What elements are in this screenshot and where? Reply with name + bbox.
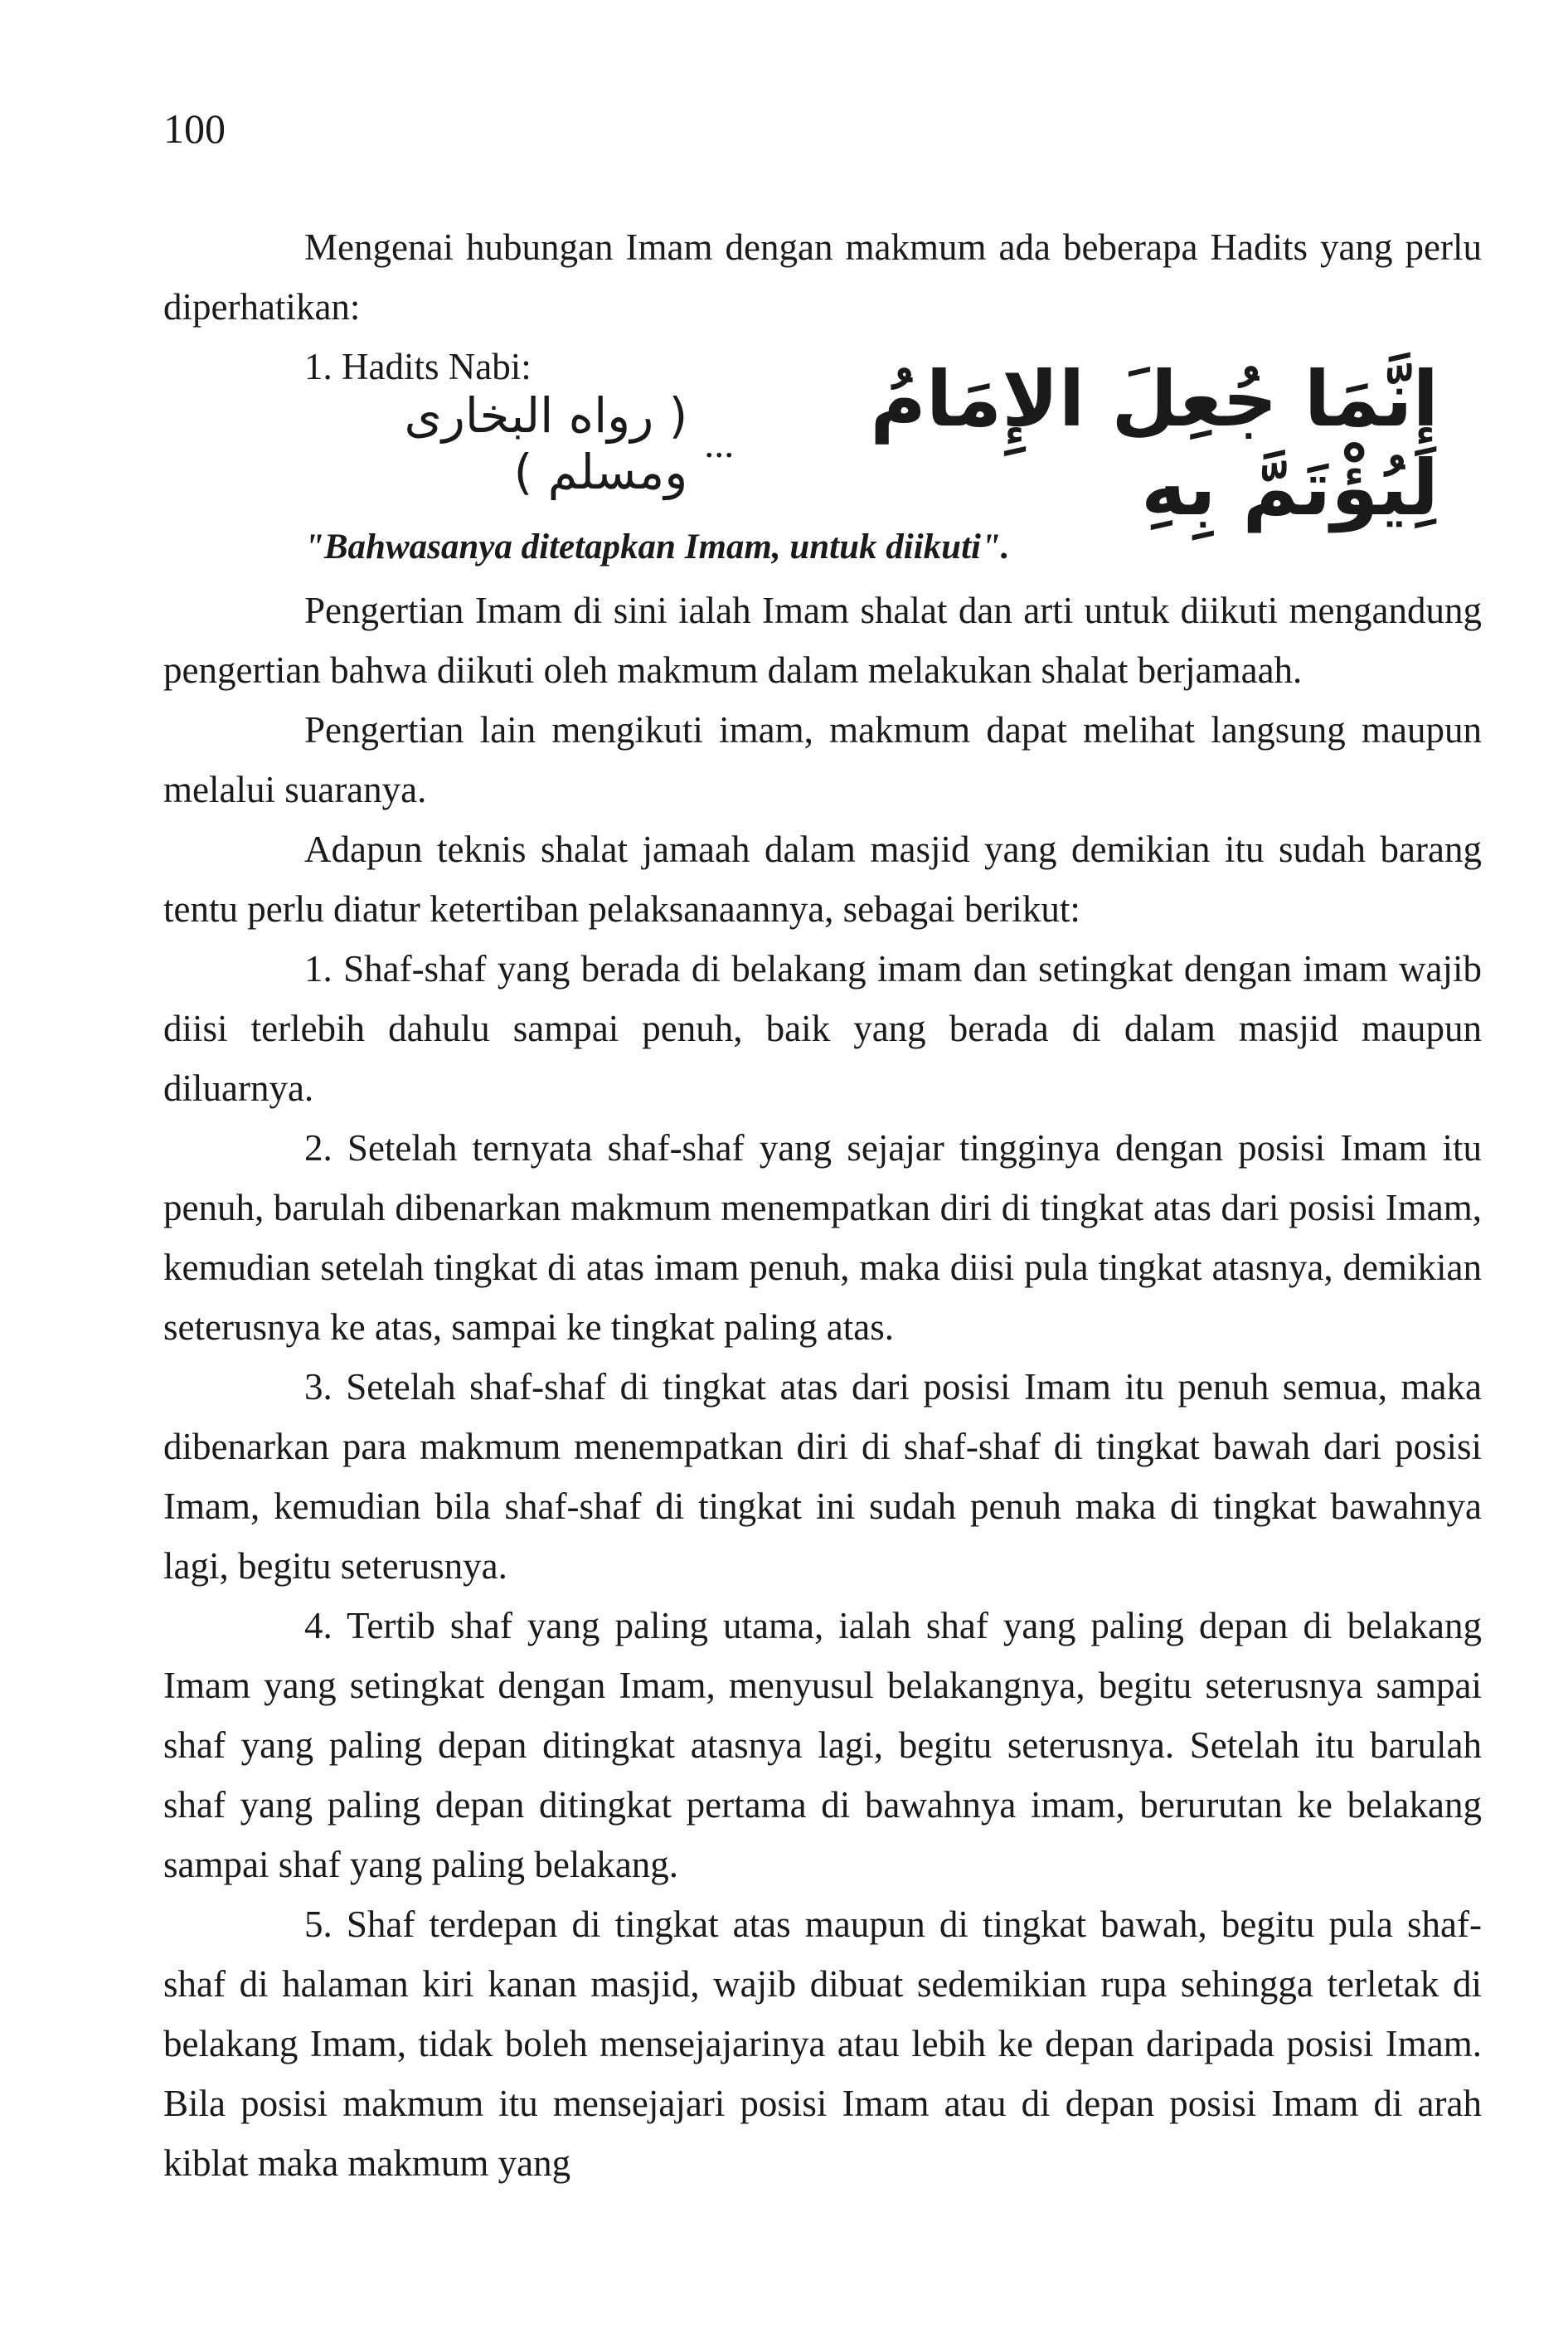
paragraph-other-meaning: Pengertian lain mengikuti imam, makmum dapat melihat langsung maupun melalui suaranya. — [163, 709, 1482, 810]
intro-paragraph: Mengenai hubungan Imam dengan makmum ada beberapa Hadits yang perlu diperhatikan: — [163, 226, 1482, 328]
hadith-item-label: 1. Hadits Nabi: — [304, 346, 532, 387]
page-number: 100 — [163, 105, 226, 152]
hadith-arabic-text: إِنَّمَا جُعِلَ الإِمَامُ لِيُؤْتَمَّ بِهِ — [870, 355, 1439, 532]
rule-item-1: 1. Shaf-shaf yang berada di belakang imam dan setingkat dengan imam wajib diisi terlebih dahulu sampai penuh, baik yang berada di dalam masjid maupun diluarnya. — [163, 948, 1482, 1109]
rule-item-3: 3. Setelah shaf-shaf di tingkat atas dari posisi Imam itu penuh semua, maka dibenarkan para makmum menempatkan diri di shaf-shaf di tingkat bawah dari posisi Imam, kemudian bila shaf-shaf di tingkat ini sudah penuh maka di tingkat bawahnya lagi, begitu seterusnya. — [163, 1366, 1482, 1587]
rule-item-5: 5. Shaf terdepan di tingkat atas maupun di tingkat bawah, begitu pula shaf-shaf di halaman kiri kanan masjid, wajib dibuat sedemikian rupa sehingga terletak di belakang Imam, tidak boleh mensejajarinya atau lebih ke depan daripada posisi Imam. Bila posisi makmum itu mensejajari posisi Imam atau di depan posisi Imam di arah kiblat maka makmum yang — [163, 1904, 1482, 2184]
rule-item-2: 2. Setelah ternyata shaf-shaf yang sejajar tingginya dengan posisi Imam itu penuh, barulah dibenarkan makmum menempatkan diri di tingkat atas dari posisi Imam, kemudian setelah tingkat di atas imam penuh, maka diisi pula tingkat atasnya, demikian seterusnya ke atas, sampai ke tingkat paling atas. — [163, 1127, 1482, 1348]
body-block — [163, 581, 1482, 2193]
paragraph-technique: Adapun teknis shalat jamaah dalam masjid yang demikian itu sudah barang tentu perlu diatur ketertiban pelaksanaannya, sebagai berikut: — [163, 829, 1482, 930]
hadith-source: ( رواه البخارى ومسلم ) — [404, 387, 688, 500]
rule-item-4: 4. Tertib shaf yang paling utama, ialah shaf yang paling depan di belakang Imam yang setingkat dengan Imam, menyusul belakangnya, begitu seterusnya sampai shaf yang paling depan ditingkat atasnya lagi, begitu seterusnya. Setelah itu barulah shaf yang paling depan ditingkat pertama di bawahnya imam, berurutan ke belakang sampai shaf yang paling belakang. — [163, 1605, 1482, 1885]
hadith-ellipsis: ... — [704, 421, 735, 466]
paragraph-definition: Pengertian Imam di sini ialah Imam shalat dan arti untuk diikuti mengandung pengertian bahwa diikuti oleh makmum dalam melakukan shalat berjamaah. — [163, 590, 1482, 691]
hadith-translation: "Bahwasanya ditetapkan Imam, untuk diikuti". — [304, 528, 1010, 566]
